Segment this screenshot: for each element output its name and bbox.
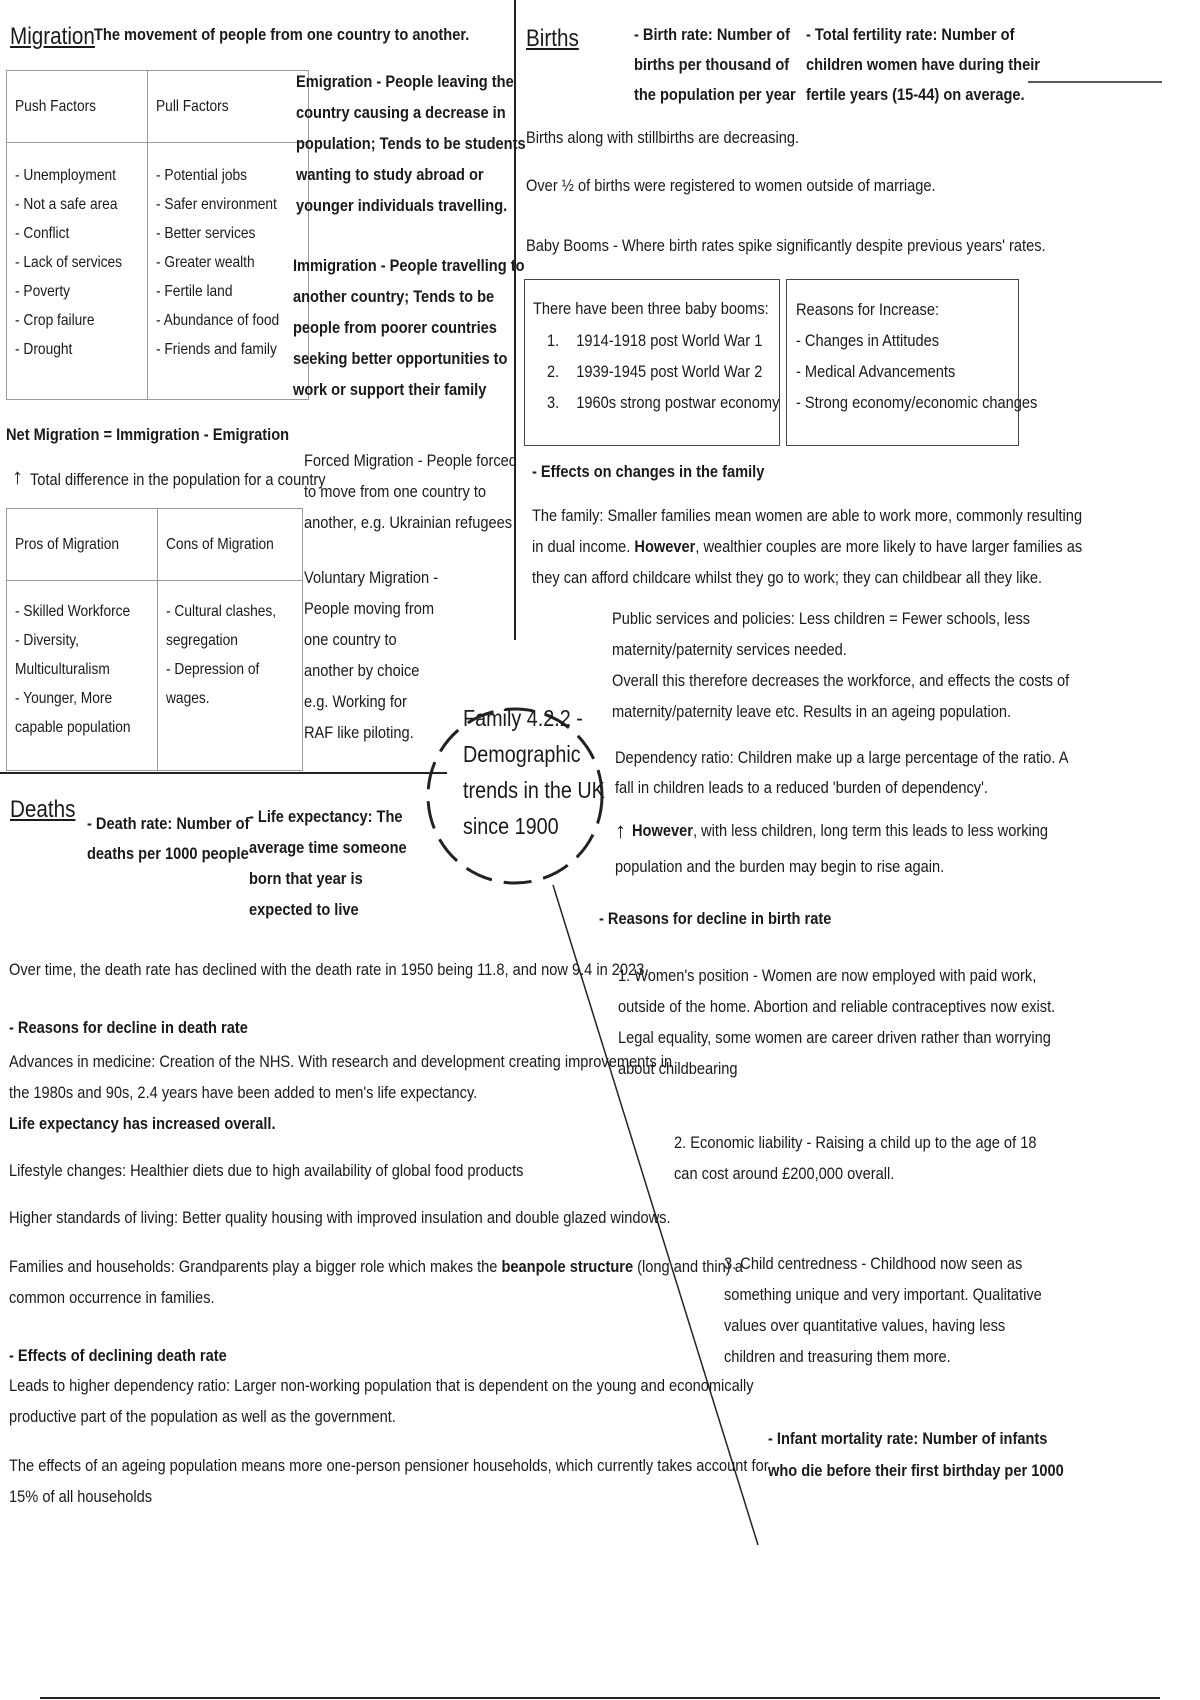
text-line: The family: Smaller families mean women are able to work more, commonly resulting xyxy=(532,506,1083,525)
title-line: Family 4.2.2 - xyxy=(463,705,583,731)
text-line: productive part of the population as well as the government. xyxy=(9,1407,396,1426)
text-line: born that year is xyxy=(249,869,363,888)
ageing-population-text xyxy=(9,1450,769,1512)
up-arrow-icon: ↑ xyxy=(615,818,626,843)
text-line: Public services and policies: Less children = Fewer schools, less xyxy=(612,609,1031,628)
migration-heading: Migration xyxy=(10,23,95,50)
text-line: Advances in medicine: Creation of the NHS. With research and development creating improvements in xyxy=(9,1052,673,1071)
reason-item: - Medical Advancements xyxy=(796,362,956,381)
text-line: average time someone xyxy=(249,838,407,857)
text-line: to move from one country to xyxy=(304,482,487,501)
text-line: RAF like piloting. xyxy=(304,723,414,742)
cons-header: Cons of Migration xyxy=(166,536,275,553)
text-line: Life expectancy has increased overall. xyxy=(9,1114,276,1133)
booms-list xyxy=(547,325,779,418)
deaths-heading: Deaths xyxy=(10,796,76,823)
text-line: e.g. Working for xyxy=(304,692,407,711)
family-effects-text xyxy=(532,500,1082,593)
text-line: 3. Child centredness - Childhood now seen as xyxy=(724,1254,1023,1273)
boom-number: 3. xyxy=(547,393,560,412)
text-line: the 1980s and 90s, 2.4 years have been added to men's life expectancy. xyxy=(9,1083,478,1102)
boom-text: 1939-1945 post World War 2 xyxy=(576,362,763,381)
text-line: younger individuals travelling. xyxy=(296,196,508,215)
text-line: Overall this therefore decreases the workforce, and effects the costs of xyxy=(612,671,1070,690)
text-span: in dual income. xyxy=(532,537,635,556)
pull-factor: - Safer environment xyxy=(156,196,278,213)
text-line: wanting to study abroad or xyxy=(296,165,484,184)
text-line: - Infant mortality rate: Number of infants xyxy=(768,1429,1048,1448)
push-factor: - Poverty xyxy=(15,283,71,300)
boom-item xyxy=(547,387,779,418)
push-factor: - Lack of services xyxy=(15,254,123,271)
pro-item: Multiculturalism xyxy=(15,661,110,678)
text-line: country causing a decrease in xyxy=(296,103,506,122)
text-line: - Life expectancy: The xyxy=(249,807,403,826)
text-span: (long and thin) a xyxy=(633,1257,743,1276)
push-pull-table xyxy=(6,70,309,400)
con-item: - Cultural clashes, xyxy=(166,603,277,620)
push-factor: - Unemployment xyxy=(15,167,116,184)
reason-economic-liability xyxy=(674,1127,1036,1189)
baby-booms-definition: Baby Booms - Where birth rates spike significantly despite previous years' rates. xyxy=(526,236,1046,255)
text-span: Families and households: Grandparents play a bigger role which makes the xyxy=(9,1257,502,1276)
push-header: Push Factors xyxy=(15,98,97,115)
voluntary-migration xyxy=(304,562,438,748)
migration-definition: The movement of people from one country to another. xyxy=(94,25,470,44)
pro-item: capable population xyxy=(15,719,131,736)
pull-factor: - Abundance of food xyxy=(156,312,280,329)
text-line: - Death rate: Number of xyxy=(87,814,250,833)
emphasis: beanpole structure xyxy=(501,1257,634,1276)
text-line: Dependency ratio: Children make up a large percentage of the ratio. A xyxy=(615,748,1069,767)
families-households-text xyxy=(9,1251,743,1313)
life-expectancy-definition xyxy=(249,801,407,925)
immigration-definition xyxy=(293,250,525,405)
push-factor: - Not a safe area xyxy=(15,196,118,213)
text-line: deaths per 1000 people xyxy=(87,844,249,863)
text-line: Leads to higher dependency ratio: Larger non-working population that is dependent on the young and economically xyxy=(9,1376,754,1395)
decline-birth-heading: - Reasons for decline in birth rate xyxy=(599,909,832,928)
text-line: children women have during their xyxy=(806,55,1040,74)
up-arrow-icon: ↑ xyxy=(12,464,23,489)
text-line: The effects of an ageing population means more one-person pensioner households, which currently takes account for xyxy=(9,1456,769,1475)
emigration-definition xyxy=(296,66,526,221)
text-line: work or support their family xyxy=(293,380,487,399)
con-item: wages. xyxy=(166,690,210,707)
pro-item: - Diversity, xyxy=(15,632,79,649)
births-heading: Births xyxy=(526,25,579,52)
text-line: fertile years (15-44) on average. xyxy=(806,85,1025,104)
text-line: fall in children leads to a reduced 'burden of dependency'. xyxy=(615,778,988,797)
text-line: maternity/paternity leave etc. Results in an ageing population. xyxy=(612,702,1012,721)
text-line: people from poorer countries xyxy=(293,318,497,337)
title-line: trends in the UK xyxy=(463,777,605,803)
text-line: Emigration - People leaving the xyxy=(296,72,514,91)
text-line xyxy=(532,531,1082,562)
text-line: population; Tends to be students xyxy=(296,134,526,153)
text-line: common occurrence in families. xyxy=(9,1288,215,1307)
outside-marriage-text: Over ½ of births were registered to women outside of marriage. xyxy=(526,176,936,195)
dependency-however xyxy=(632,816,1048,846)
text-line: Forced Migration - People forced xyxy=(304,451,517,470)
text-line: children and treasuring them more. xyxy=(724,1347,951,1366)
reasons-increase-box xyxy=(786,279,1038,446)
text-line: outside of the home. Abortion and reliable contraceptives now exist. xyxy=(618,997,1056,1016)
reason-item: - Changes in Attitudes xyxy=(796,331,940,350)
birth-rate-definition xyxy=(634,20,796,110)
pros-header: Pros of Migration xyxy=(15,536,120,553)
net-migration-note: Total difference in the population for a country xyxy=(30,470,326,489)
stillbirths-text: Births along with stillbirths are decreasing. xyxy=(526,128,800,147)
effects-family-heading: - Effects on changes in the family xyxy=(532,462,765,481)
boom-text: 1914-1918 post World War 1 xyxy=(576,331,763,350)
reason-child-centredness xyxy=(724,1248,1042,1372)
title-line: Demographic xyxy=(463,741,581,767)
forced-migration xyxy=(304,445,517,538)
boom-number: 2. xyxy=(547,362,560,381)
text-line: Immigration - People travelling to xyxy=(293,256,525,275)
pro-item: - Younger, More xyxy=(15,690,113,707)
death-rate-definition xyxy=(87,809,249,869)
text-span: , with less children, long term this leads to less working xyxy=(692,821,1049,840)
text-line: expected to live xyxy=(249,900,359,919)
baby-booms-box xyxy=(524,279,780,446)
text-line: seeking better opportunities to xyxy=(293,349,508,368)
pull-factor: - Potential jobs xyxy=(156,167,248,184)
push-factor: - Crop failure xyxy=(15,312,95,329)
public-services-text xyxy=(612,603,1069,727)
death-rate-overtime: Over time, the death rate has declined with the death rate in 1950 being 11.8, and now 9.4 in 2023. xyxy=(9,960,649,979)
text-line: 2. Economic liability - Raising a child up to the age of 18 xyxy=(674,1133,1037,1152)
text-line: - Total fertility rate: Number of xyxy=(806,25,1015,44)
text-line: People moving from xyxy=(304,599,435,618)
text-line: values over quantitative values, having less xyxy=(724,1316,1006,1335)
infant-mortality-definition xyxy=(768,1423,1064,1487)
title-line: since 1900 xyxy=(463,813,559,839)
emphasis: However xyxy=(632,821,693,840)
text-line: maternity/paternity services needed. xyxy=(612,640,847,659)
reason-item: - Strong economy/economic changes xyxy=(796,393,1038,412)
push-factor: - Conflict xyxy=(15,225,70,242)
dependency-text xyxy=(615,743,1069,803)
boom-item xyxy=(547,356,779,387)
pull-factor: - Greater wealth xyxy=(156,254,256,271)
reason-womens-position xyxy=(618,960,1055,1084)
pull-factor: - Friends and family xyxy=(156,341,278,358)
living-standards-text: Higher standards of living: Better quality housing with improved insulation and double glazed windows. xyxy=(9,1208,671,1227)
pull-factor: - Fertile land xyxy=(156,283,233,300)
pro-item: - Skilled Workforce xyxy=(15,603,131,620)
boom-number: 1. xyxy=(547,331,560,350)
decline-death-heading: - Reasons for decline in death rate xyxy=(9,1018,248,1037)
text-line: the population per year xyxy=(634,85,796,104)
dependency-effects-text xyxy=(9,1370,754,1432)
dependency-last: population and the burden may begin to rise again. xyxy=(615,857,945,876)
medicine-text xyxy=(9,1046,672,1139)
net-migration: Net Migration = Immigration - Emigration xyxy=(6,425,290,444)
text-line: 15% of all households xyxy=(9,1487,153,1506)
text-line: Legal equality, some women are career driven rather than worrying xyxy=(618,1028,1051,1047)
con-item: segregation xyxy=(166,632,239,649)
lifestyle-text: Lifestyle changes: Healthier diets due to high availability of global food products xyxy=(9,1161,524,1180)
booms-intro: There have been three baby booms: xyxy=(533,299,769,318)
pull-factor: - Better services xyxy=(156,225,256,242)
text-line: another by choice xyxy=(304,661,420,680)
text-line: can cost around £200,000 overall. xyxy=(674,1164,895,1183)
text-line: 1. Women's position - Women are now employed with paid work, xyxy=(618,966,1037,985)
text-line: they can afford childcare whilst they go to work; they can childbear all they like. xyxy=(532,568,1043,587)
reasons-list xyxy=(796,294,1037,418)
text-line: who die before their first birthday per 1000 xyxy=(768,1461,1064,1480)
text-span: , wealthier couples are more likely to have larger families as xyxy=(695,537,1083,556)
reasons-intro: Reasons for Increase: xyxy=(796,300,940,319)
text-line: something unique and very important. Qualitative xyxy=(724,1285,1042,1304)
boom-text: 1960s strong postwar economy xyxy=(576,393,780,412)
con-item: - Depression of xyxy=(166,661,260,678)
pull-header: Pull Factors xyxy=(156,98,230,115)
text-line: Voluntary Migration - xyxy=(304,568,439,587)
text-line: another country; Tends to be xyxy=(293,287,495,306)
text-line: another, e.g. Ukrainian refugees xyxy=(304,513,513,532)
text-line: - Birth rate: Number of xyxy=(634,25,790,44)
effects-death-heading: - Effects of declining death rate xyxy=(9,1346,227,1365)
text-line: one country to xyxy=(304,630,397,649)
text-line xyxy=(9,1251,743,1282)
text-line: births per thousand of xyxy=(634,55,790,74)
pros-cons-table xyxy=(6,508,303,771)
tfr-definition xyxy=(806,20,1040,110)
text-line: about childbearing xyxy=(618,1059,738,1078)
emphasis: However xyxy=(634,537,696,556)
push-factor: - Drought xyxy=(15,341,73,358)
boom-item xyxy=(547,325,779,356)
